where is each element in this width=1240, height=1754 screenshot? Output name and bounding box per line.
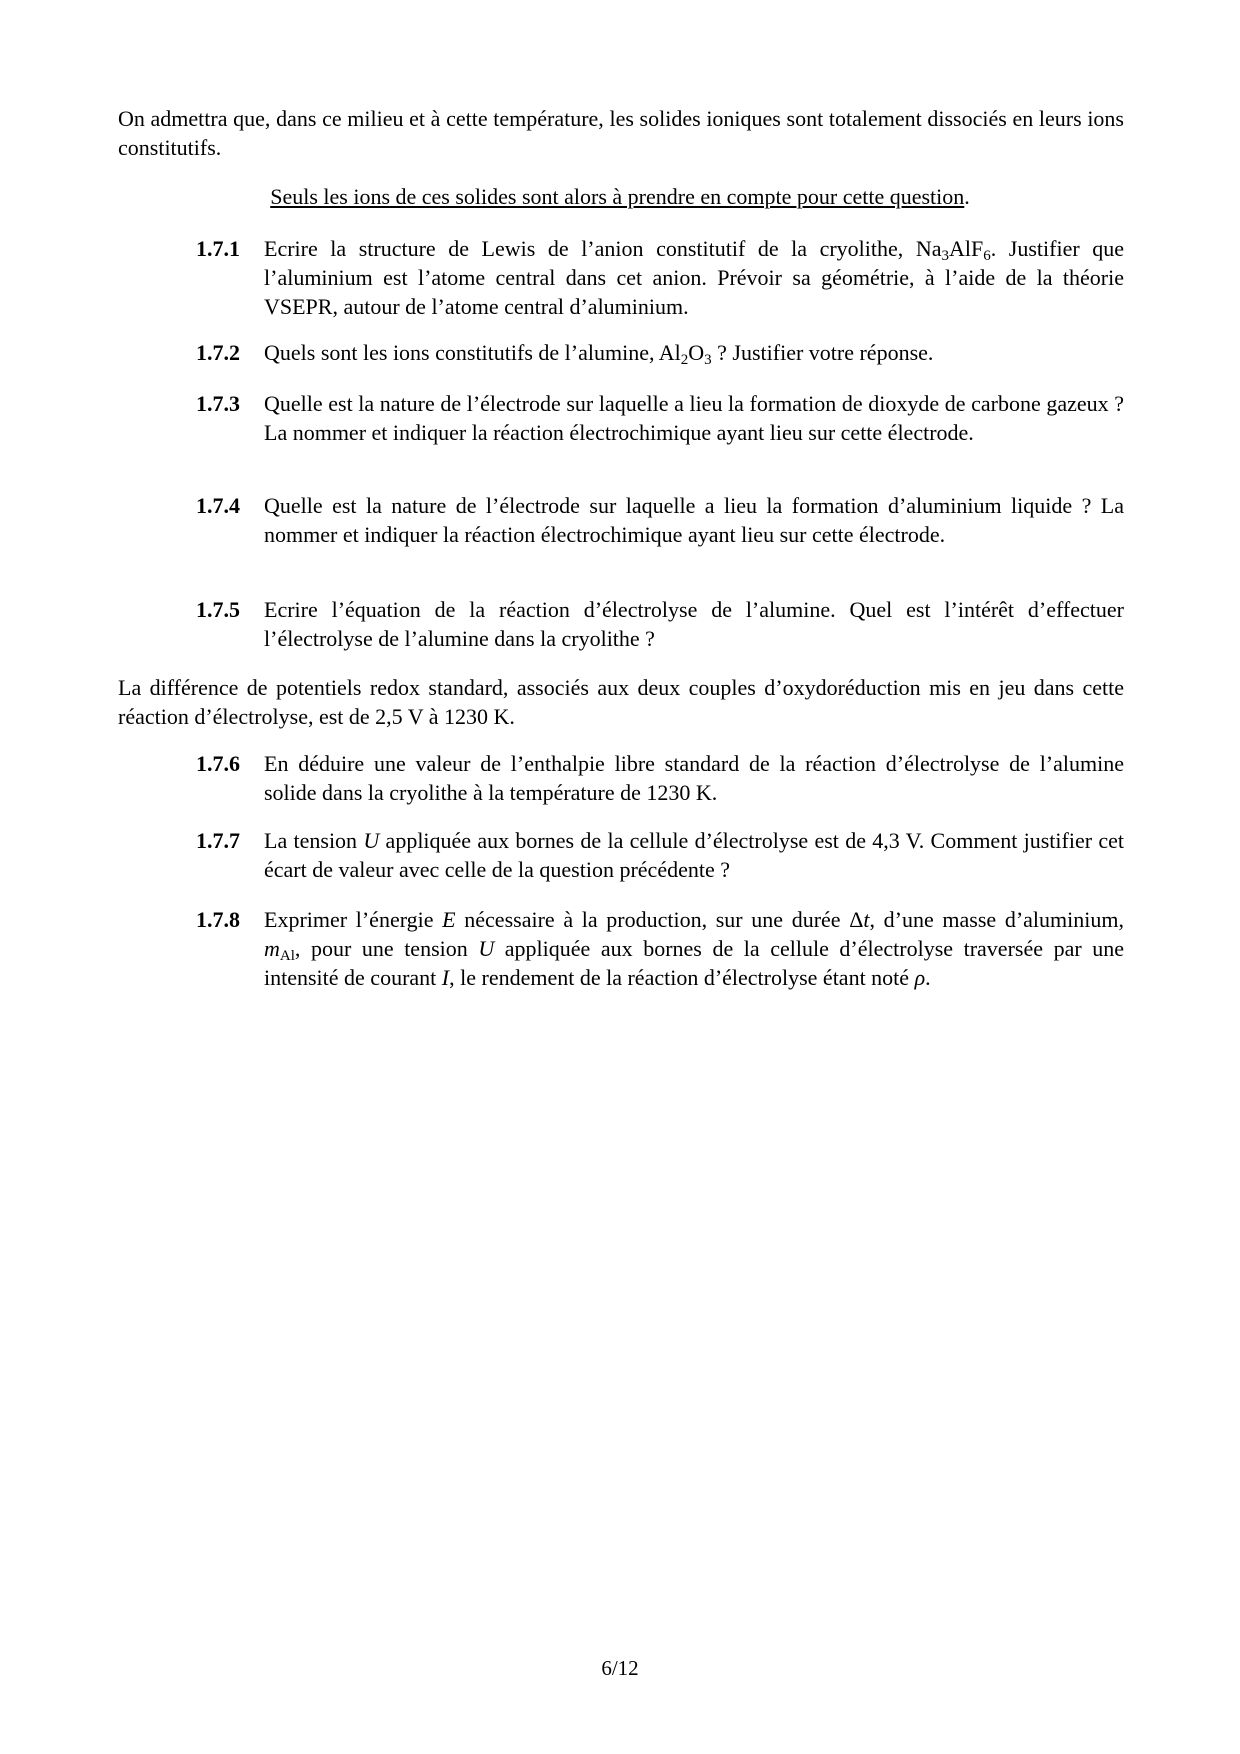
question-text: En déduire une valeur de l’enthalpie libre standard de la réaction d’électrolyse de l’alumine solide dans la cryolithe à la température de 1230 K. xyxy=(264,751,1124,805)
subscript: 6 xyxy=(983,248,991,264)
instruction-note xyxy=(0,182,1240,211)
symbol-current: I xyxy=(441,965,450,990)
symbol-tension: U xyxy=(478,936,495,961)
subscript: Al xyxy=(279,948,295,964)
question-number: 1.7.5 xyxy=(196,597,240,622)
question-text-part: , le rendement de la réaction d’électrolyse étant noté xyxy=(449,965,915,990)
subscript: 3 xyxy=(704,352,712,368)
instruction-note-period: . xyxy=(964,184,970,209)
question-text: Ecrire l’équation de la réaction d’électrolyse de l’alumine. Quel est l’intérêt d’effectuer l’électrolyse de l’alumine dans la cryolithe ? xyxy=(264,597,1124,651)
instruction-note-underlined: Seuls les ions de ces solides sont alors à prendre en compte pour cette question xyxy=(270,184,965,209)
question-text-part: O xyxy=(688,340,705,365)
question-text-part: AlF xyxy=(948,236,984,261)
symbol-mass: m xyxy=(264,936,280,961)
question-text: Quelle est la nature de l’électrode sur laquelle a lieu la formation d’aluminium liquide ? La nommer et indiquer la réaction électrochimique ayant lieu sur cette électrode. xyxy=(264,493,1124,547)
subscript: 3 xyxy=(941,248,949,264)
middle-paragraph: La différence de potentiels redox standard, associés aux deux couples d’oxydoréduction mis en jeu dans cette réaction d’électrolyse, est de 2,5 V à 1230 K. xyxy=(118,675,1124,729)
question-number: 1.7.4 xyxy=(196,493,240,518)
question-text-part: appliquée aux bornes de la cellule d’électrolyse traversée par une intensité de courant xyxy=(264,936,1124,990)
question-text xyxy=(264,905,1124,992)
question-number: 1.7.6 xyxy=(196,751,240,776)
page-number: 6/12 xyxy=(601,1656,639,1680)
question-1-7-6 xyxy=(196,749,1124,807)
intro-paragraph: On admettra que, dans ce milieu et à cette température, les solides ioniques sont totalement dissociés en leurs ions constitutifs. xyxy=(118,106,1124,160)
question-text-part: Quels sont les ions constitutifs de l’alumine, Al xyxy=(264,340,681,365)
question-text-part: Ecrire la structure de Lewis de l’anion constitutif de la cryolithe, Na xyxy=(264,236,942,261)
symbol-tension: U xyxy=(363,828,380,853)
subscript: 2 xyxy=(680,352,689,368)
question-1-7-5 xyxy=(196,595,1124,653)
question-text xyxy=(264,338,1124,367)
question-text-part: La tension xyxy=(264,828,364,853)
question-number: 1.7.7 xyxy=(196,828,240,853)
question-text xyxy=(264,826,1124,884)
question-1-7-3 xyxy=(196,389,1124,447)
question-text-part: nécessaire à la production, sur une durée xyxy=(455,907,850,932)
question-text xyxy=(264,234,1124,321)
question-number: 1.7.3 xyxy=(196,391,240,416)
symbol-rho: ρ xyxy=(914,965,926,990)
question-1-7-1 xyxy=(196,234,1124,321)
symbol-delta: Δ xyxy=(849,907,864,932)
question-text-part: appliquée aux bornes de la cellule d’électrolyse est de 4,3 V. Comment justifier cet écart de valeur avec celle de la question précédente ? xyxy=(264,828,1124,882)
question-text-part: , pour une tension xyxy=(294,936,479,961)
question-text-part: , d’une masse d’aluminium, xyxy=(869,907,1124,932)
question-text-part: . Justifier que l’aluminium est l’atome central dans cet anion. Prévoir sa géométrie, à l’aide de la théorie VSEPR, autour de l’atome central d’aluminium. xyxy=(264,236,1124,319)
symbol-energy: E xyxy=(442,907,456,932)
symbol-time: t xyxy=(863,907,870,932)
question-number: 1.7.2 xyxy=(196,340,240,365)
question-text-part: Exprimer l’énergie xyxy=(264,907,443,932)
question-1-7-7 xyxy=(196,826,1124,884)
question-number: 1.7.1 xyxy=(196,236,240,261)
question-text-part: ? Justifier votre réponse. xyxy=(711,340,934,365)
question-1-7-2 xyxy=(196,338,1124,367)
question-text-part: . xyxy=(925,965,931,990)
question-number: 1.7.8 xyxy=(196,907,240,932)
question-1-7-4 xyxy=(196,491,1124,549)
question-text: Quelle est la nature de l’électrode sur laquelle a lieu la formation de dioxyde de carbone gazeux ? La nommer et indiquer la réaction électrochimique ayant lieu sur cette électrode. xyxy=(264,391,1124,445)
question-1-7-8 xyxy=(196,905,1124,992)
